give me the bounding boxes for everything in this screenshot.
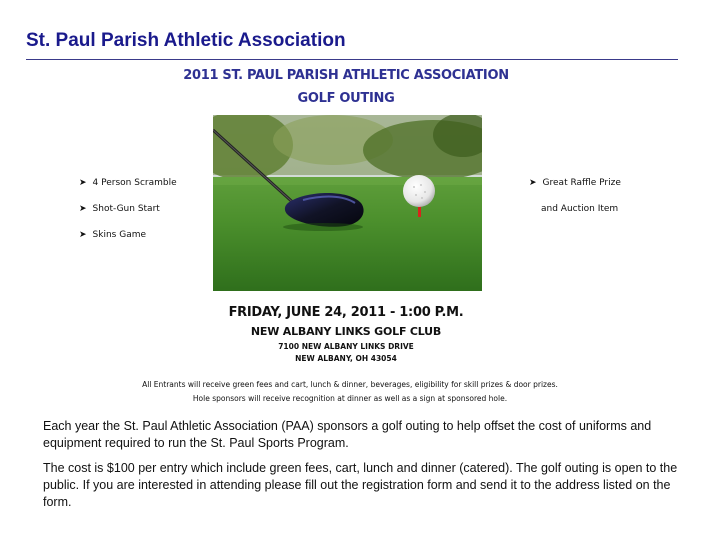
cost-paragraph: The cost is $100 per entry which include green fees, cart, lunch and dinner (catered). The golf outing is open to the public. If you are interested in attending please fill out the registration form and send it to the address listed on the form. xyxy=(43,461,678,509)
intro-paragraph: Each year the St. Paul Athletic Association (PAA) sponsors a golf outing to help offset the cost of uniforms and equipment required to run the St. Paul Sports Program. xyxy=(43,419,652,450)
page-title: St. Paul Parish Athletic Association xyxy=(26,30,346,51)
bullet-label: 4 Person Scramble xyxy=(92,178,177,188)
venue-address-street: 7100 NEW ALBANY LINKS DRIVE xyxy=(278,342,414,351)
flyer-title: 2011 ST. PAUL PARISH ATHLETIC ASSOCIATION xyxy=(183,68,509,83)
bullet-skins xyxy=(79,230,146,240)
bullet-raffle xyxy=(529,178,621,188)
arrow-bullet-icon: ➤ xyxy=(79,178,87,188)
bullet-label: Great Raffle Prize xyxy=(542,178,621,188)
bullet-label: Shot-Gun Start xyxy=(92,204,160,214)
arrow-bullet-icon: ➤ xyxy=(529,178,537,188)
arrow-bullet-icon: ➤ xyxy=(79,230,87,240)
golf-ball-driver-photo xyxy=(213,115,482,291)
bullet-shotgun xyxy=(79,204,160,214)
event-date-line: FRIDAY, JUNE 24, 2011 - 1:00 P.M. xyxy=(228,305,464,320)
venue-name: NEW ALBANY LINKS GOLF CLUB xyxy=(250,325,442,338)
arrow-bullet-icon: ➤ xyxy=(79,204,87,214)
bullet-scramble xyxy=(79,178,177,188)
bullet-label: and Auction Item xyxy=(541,204,619,214)
bullet-label: Skins Game xyxy=(92,230,147,240)
sponsor-note: Hole sponsors will receive recognition at dinner as well as a sign at sponsored hole. xyxy=(192,394,508,403)
bullet-auction xyxy=(541,204,618,214)
venue-address-city: NEW ALBANY, OH 43054 xyxy=(295,354,397,363)
flyer-subtitle: GOLF OUTING xyxy=(297,91,395,106)
entrants-note: All Entrants will receive green fees and cart, lunch & dinner, beverages, eligibility for skill prizes & door prizes. xyxy=(142,380,558,389)
title-divider xyxy=(26,59,678,60)
